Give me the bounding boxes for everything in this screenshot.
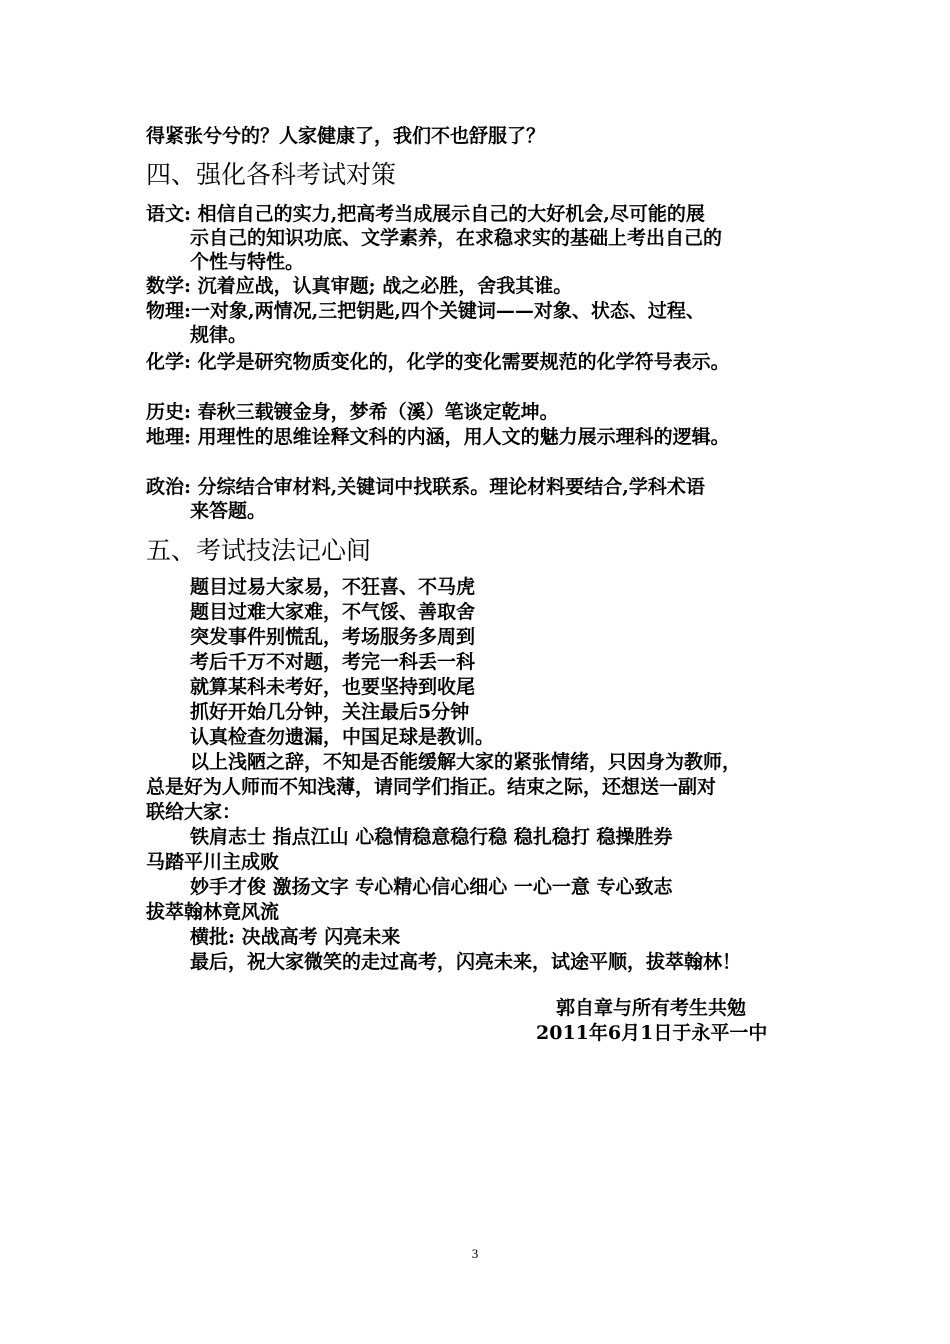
subject-chemistry: 化学: 化学是研究物质变化的，化学的变化需要规范的化学符号表示。 (146, 351, 730, 373)
closing-line-2: 总是好为人师而不知浅薄，请同学们指正。结束之际，还想送一副对 (146, 776, 717, 798)
page-number: 3 (471, 1246, 479, 1261)
verse-line: 突发事件别慌乱，考场服务多周到 (190, 626, 476, 648)
verse-line: 考后千万不对题，考完一科丢一科 (190, 651, 476, 673)
subject-geography: 地理: 用理性的思维诠释文科的内涵，用人文的魅力展示理科的逻辑。 (146, 426, 730, 448)
verse-line: 就算某科未考好，也要坚持到收尾 (190, 676, 476, 698)
subject-math: 数学: 沉着应战，认真审题; 战之必胜，舍我其谁。 (146, 275, 573, 297)
verse-line: 题目过难大家难，不气馁、善取舍 (190, 601, 476, 623)
subject-politics-line-2: 来答题。 (190, 500, 267, 522)
couplet-lower-line-2: 拔萃翰林竟风流 (146, 901, 280, 923)
section-4-heading: 四、强化各科考试对策 (146, 160, 397, 189)
subject-physics-line-2: 规律。 (190, 324, 248, 346)
signature-date: 2011年6月1日于永平一中 (536, 1022, 768, 1044)
signature-author: 郭自章与所有考生共勉 (556, 997, 747, 1019)
verse-line: 认真检查勿遗漏，中国足球是教训。 (190, 726, 495, 748)
subject-chinese-line-3: 个性与特性。 (190, 251, 305, 273)
couplet-upper-line-1: 铁肩志士 指点江山 心稳情稳意稳行稳 稳扎稳打 稳操胜券 (190, 826, 673, 848)
subject-politics-line-1: 政治: 分综结合审材料,关键词中找联系。理论材料要结合,学科术语 (146, 476, 705, 498)
subject-physics-line-1: 物理:一对象,两情况,三把钥匙,四个关键词——对象、状态、过程、 (146, 300, 705, 322)
intro-tail: 得紧张兮兮的？人家健康了，我们不也舒服了？ (146, 125, 546, 147)
verse-line: 题目过易大家易，不狂喜、不马虎 (190, 576, 476, 598)
section-5-heading: 五、考试技法记心间 (146, 536, 372, 565)
couplet-upper-line-2: 马踏平川主成败 (146, 851, 280, 873)
subject-chinese-line-2: 示自己的知识功底、文学素养，在求稳求实的基础上考出自己的 (190, 227, 723, 249)
final-wish: 最后，祝大家微笑的走过高考，闪亮未来，试途平顺，拔萃翰林！ (190, 951, 742, 973)
subject-chinese-line-1: 语文: 相信自己的实力,把高考当成展示自己的大好机会,尽可能的展 (146, 203, 705, 225)
subject-history: 历史: 春秋三载镀金身，梦希（溪）笔谈定乾坤。 (146, 401, 559, 423)
closing-line-3: 联给大家： (146, 801, 242, 823)
verse-line: 抓好开始几分钟，关注最后5分钟 (190, 701, 470, 723)
couplet-horizontal: 横批: 决战高考 闪亮未来 (190, 926, 401, 948)
couplet-lower-line-1: 妙手才俊 激扬文字 专心精心信心细心 一心一意 专心致志 (190, 876, 673, 898)
closing-line-1: 以上浅陋之辞，不知是否能缓解大家的紧张情绪，只因身为教师， (190, 751, 742, 773)
